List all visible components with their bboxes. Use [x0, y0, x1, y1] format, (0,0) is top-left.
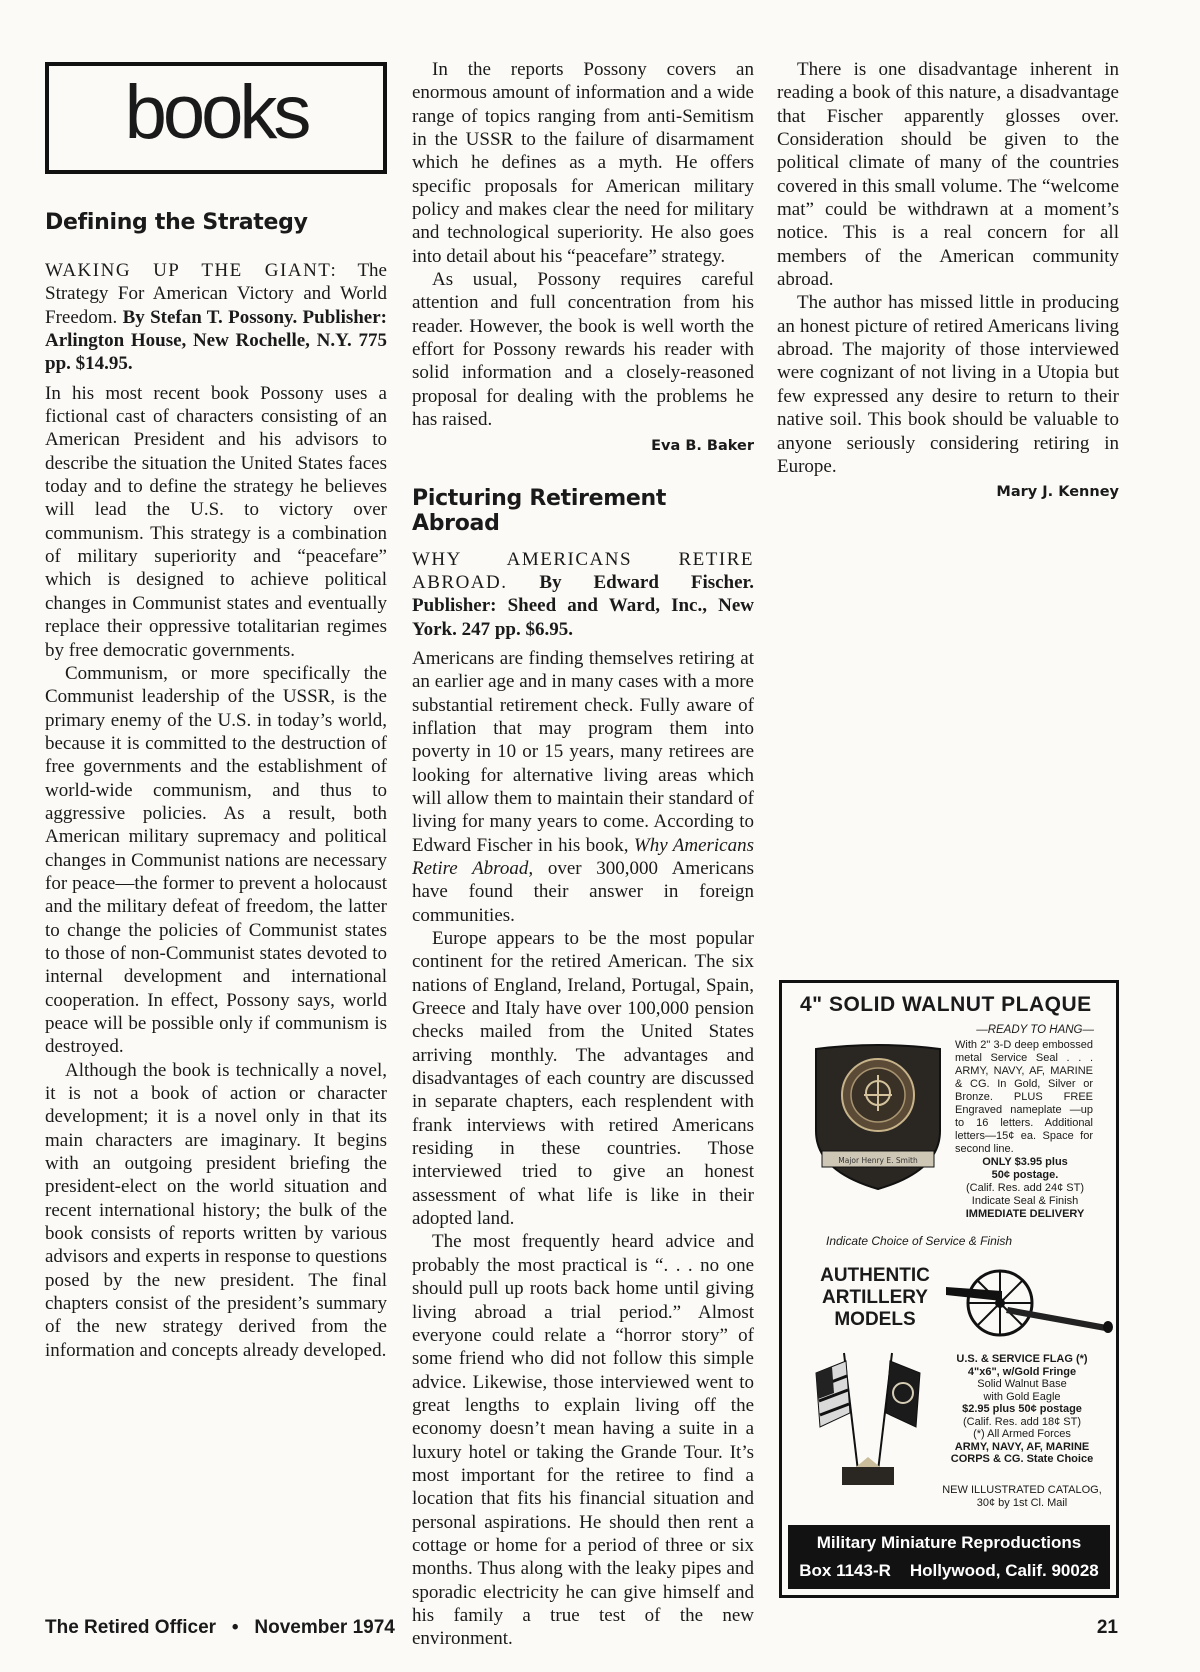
cannon-model-image [942, 1261, 1114, 1341]
ad-choice-note: Indicate Choice of Service & Finish [826, 1234, 1013, 1248]
review-2-reviewer: Mary J. Kenney [996, 484, 1119, 501]
review-2-book-title-italic: Why Americans Retire Abroad, [412, 834, 754, 879]
column-3 [777, 58, 1119, 500]
review-1-paragraph: Although the book is technically a novel, it is not a book of action or character development; it is a novel only in that its main characters are imaginary. It begins with an outgoing president briefing the president-elect on the world situation and recent international history; the bulk of the book consists of reports written by various advisors and experts in response to questions posed by the new president. The final chapters consist of the president’s summary of the new strategy derived from the information and concepts already developed. [45, 1059, 387, 1361]
review-1-paragraph: Communism, or more specifically the Communist leadership of the USSR, is the primary enemy of the U.S. in today’s world, because it is committed to the destruction of free governments and the establishment of world-wide communism, and thus to aggressive policies. As a result, both American military supremacy and political changes in Communist nations are necessary for peace—the former to prevent a holocaust and the military defeat of freedom, the latter to change the policies of Communist states to those of non-Communist states devoted to internal development and international cooperation. In effect, Possony says, world peace will be possible only if communism is destroyed. [45, 662, 387, 1058]
section-title: books [124, 70, 308, 155]
review-1-paragraph: As usual, Possony requires careful attention and full concentration from his reader. However, the book is well worth the effort for Possony rewards his reader with solid information and a closely-reasoned proposal for dealing with the problems he has raised. [412, 269, 754, 431]
review-1-book-subtitle: The Strategy For American Victory and World Freedom. [45, 260, 387, 328]
page-number: 21 [1096, 1617, 1118, 1638]
column-1 [45, 58, 387, 1362]
plaque-nameplate: Major Henry E. Smith [838, 1156, 918, 1165]
flags-model-image [808, 1343, 928, 1493]
review-2-heading: Picturing Retirement Abroad [412, 485, 667, 536]
review-1-reviewer: Eva B. Baker [651, 437, 754, 454]
review-1-book-title: WAKING UP THE GIANT: [45, 260, 338, 281]
ad-title: 4" SOLID WALNUT PLAQUE [800, 993, 1092, 1016]
magazine-name: The Retired Officer [45, 1617, 217, 1638]
review-1-heading: Defining the Strategy [45, 210, 308, 235]
review-1-citation [45, 259, 387, 376]
review-2-citation [412, 548, 754, 641]
ad-artillery-heading: AUTHENTIC ARTILLERY MODELS [820, 1265, 930, 1330]
ad-ready-to-hang: —READY TO HANG— [976, 1024, 1094, 1036]
review-1-pub-info: By Stefan T. Possony. Publisher: Arlington House, New Rochelle, N.Y. 775 pp. $14.95. [45, 306, 387, 375]
review-2-paragraph: There is one disadvantage inherent in reading a book of this nature, a disadvantage that Fischer apparently glosses over. Consideration should be given to the political climate of many of the countries covered in this small volume. The “welcome mat” could be withdrawn at a moment’s notice. This is a real concern for all members of the American community abroad. [777, 59, 1119, 291]
ad-catalog-offer: NEW ILLUSTRATED CATALOG, 30¢ by 1st Cl. Mail [942, 1484, 1102, 1509]
review-2-paragraph: Americans are finding themselves retiring at an earlier age and in many cases with a more substantial retirement check. Fully aware of inflation that may program them into poverty in 10 or 15 years, many retirees are looking for alternative living areas which will allow them to maintain their standard of living for many years to come. According to Edward Fischer in his book, Why Americans Retire Abroad, over 300,000 Americans have found their answer in foreign communities. [412, 647, 754, 926]
column-2 [412, 58, 754, 1651]
ad-address: Box 1143-R Hollywood, Calif. 90028 [799, 1561, 1099, 1580]
advertisement [779, 980, 1119, 1598]
ad-flag-description: U.S. & SERVICE FLAG (*) 4"x6", w/Gold Fringe Solid Walnut Base with Gold Eagle $2.95 plus 50¢ postage (Calif. Res. add 18¢ ST) (*) All Armed Forces ARMY, NAVY, AF, MARINE CORPS & CG. State Choice [950, 1353, 1094, 1465]
review-2-paragraph: The author has missed little in producing an honest picture of retired Americans living abroad. The majority of those interviewed were cognizant of not living in a Utopia but few expressed any desire to return to their native soil. This book should be valuable to anyone seriously considering retiring in Europe. [777, 292, 1119, 477]
footer-bullet: • [231, 1617, 239, 1638]
walnut-plaque-image [808, 1043, 948, 1193]
review-2-pub-info: By Edward Fischer. Publisher: Sheed and Ward, Inc., New York. 247 pp. $6.95. [412, 571, 754, 640]
section-title-box [45, 62, 387, 174]
page-footer [45, 1617, 1118, 1639]
review-2-paragraph: Europe appears to be the most popular continent for the retired American. The six nations of England, Ireland, Portugal, Spain, Greece and Italy have over 100,000 pension checks mailed from the United States arriving monthly. The advantages and disadvantages of each country are discussed in separate chapters, each resplendent with frank interviews with retired Americans residing in these countries. Those interviewed tried to give an honest assessment of what life is like in their adopted land. [412, 928, 754, 1230]
issue-date: November 1974 [254, 1617, 395, 1638]
ad-company-name: Military Miniature Reproductions [816, 1533, 1082, 1552]
review-2-paragraph: The most frequently heard advice and probably the most practical is “. . . no one should pull up roots back home until giving living abroad a trial period.” Almost everyone could relate a “horror story” of some friend who did not follow this simple advice. Likewise, those interviewed went to great lengths to explain living off the economy doesn’t mean having a suite in a luxury hotel or taking the Grande Tour. It’s most important for the retiree to find a location that fits his financial situation and personal aspirations. He should then rent a cottage or home for a period of three or six months. Thus along with the leaky pipes and sporadic electricity he can give himself and his family a true test of the new environment. [412, 1231, 754, 1650]
ad-plaque-pricing: ONLY $3.95 plus 50¢ postage. (Calif. Res. add 24¢ ST) Indicate Seal & Finish IMMEDIATE DELIVERY [965, 1156, 1085, 1220]
review-1-paragraph: In his most recent book Possony uses a fictional cast of characters consisting of an American President and his advisors to describe the situation the United States faces today and to define the strategy he believes will lead the U.S. to victory over communism. This strategy is a combination of military superiority and “peacefare” which is designed to achieve political changes in Communist states and eventually replace their oppressive totalitarian regimes by free democratic governments. [45, 382, 387, 661]
review-2-book-title: WHY AMERICANS RETIRE ABROAD. [412, 548, 754, 593]
ad-plaque-description: With 2" 3-D deep embossed metal Service Seal . . . ARMY, NAVY, AF, MARINE & CG. In Gold, Silver or Bronze. PLUS FREE Engraved nameplate —up to 16 letters. Additional letters—15¢ ea. Space for second line. [955, 1039, 1093, 1155]
ad-company-banner [788, 1525, 1110, 1589]
review-1-paragraph: In the reports Possony covers an enormous amount of information and a wide range of topics ranging from anti-Semitism in the USSR to the failure of disarmament which he defines as a myth. He offers specific proposals for American military policy and makes clear the need for military and technological superiority. He also goes into detail about his “peacefare” strategy. [412, 59, 754, 267]
